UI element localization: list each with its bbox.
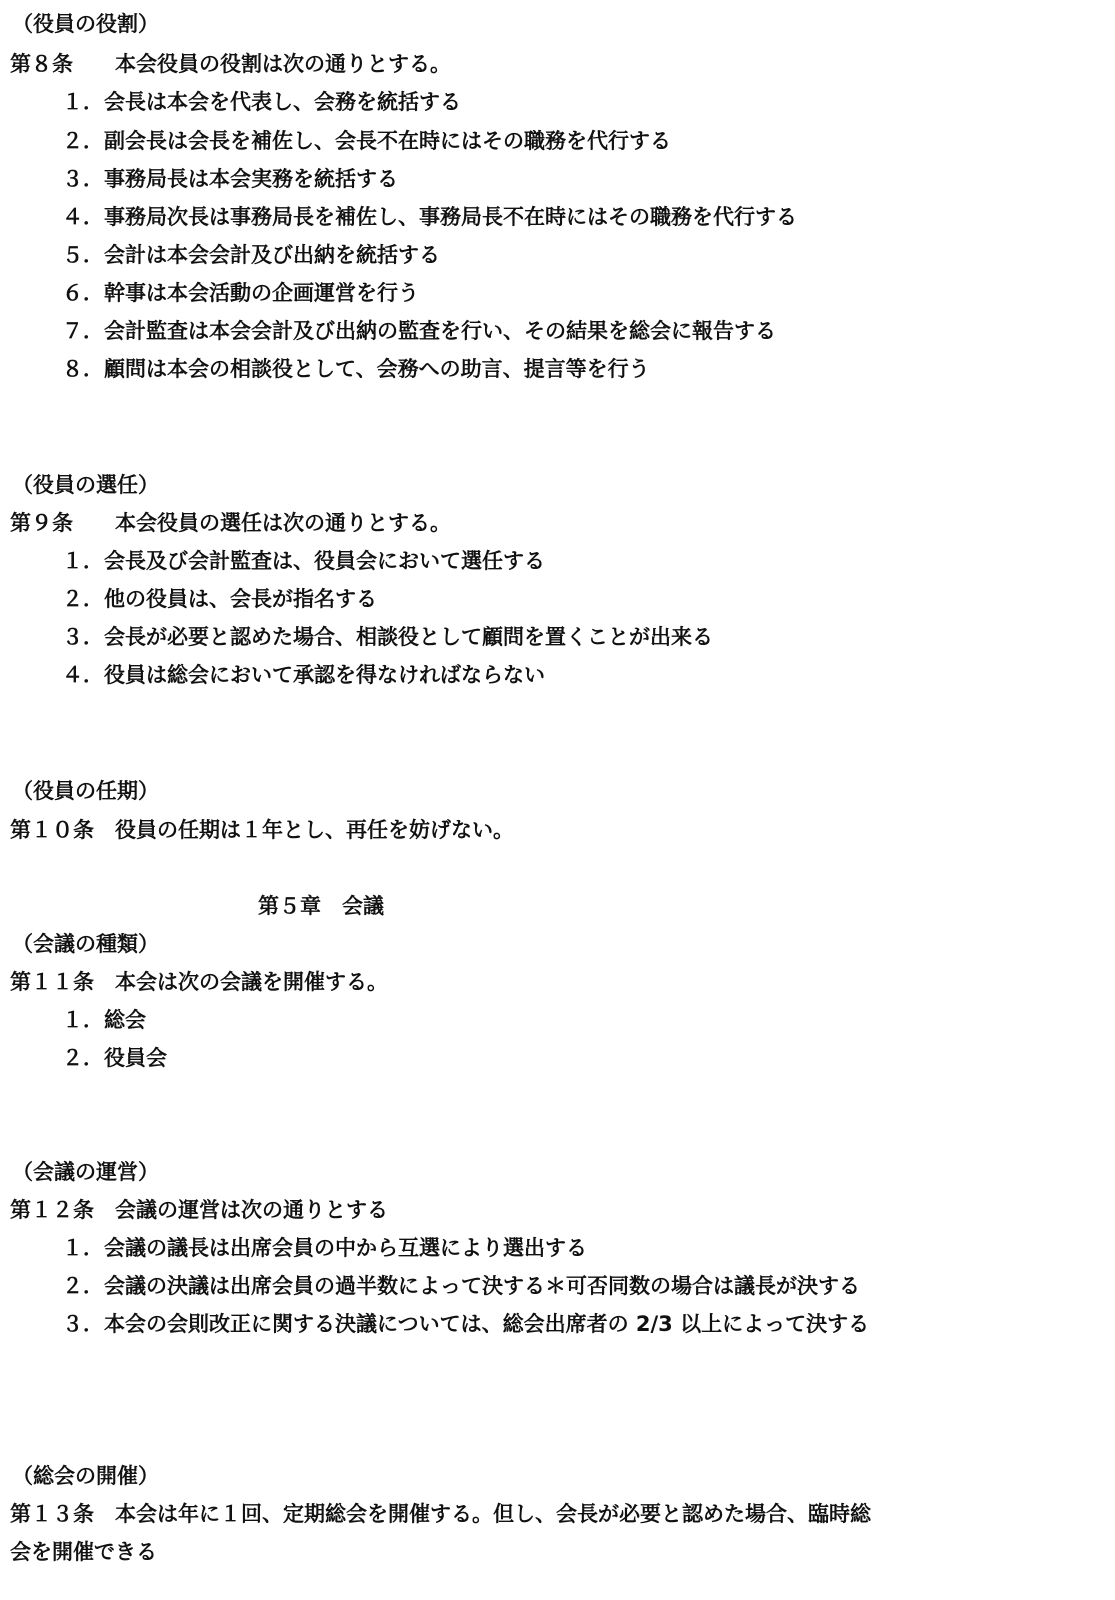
list-item: ８．顧問は本会の相談役として、会務への助言、提言等を行う bbox=[62, 357, 650, 381]
chapter-title: 第５章 会議 bbox=[258, 894, 384, 918]
article-8: 第８条 本会役員の役割は次の通りとする。 bbox=[10, 52, 451, 76]
heading-yakuin-ninki: （役員の任期） bbox=[12, 779, 159, 803]
list-item: ２．役員会 bbox=[62, 1046, 167, 1070]
heading-kaigi-shurui: （会議の種類） bbox=[12, 932, 159, 956]
heading-kaigi-unei: （会議の運営） bbox=[12, 1160, 159, 1184]
list-item: １．総会 bbox=[62, 1008, 146, 1032]
list-item: ３．本会の会則改正に関する決議については、総会出席者の 2/3 以上によって決する bbox=[62, 1312, 870, 1336]
article-10: 第１０条 役員の任期は１年とし、再任を妨げない。 bbox=[10, 818, 514, 842]
list-item: ２．副会長は会長を補佐し、会長不在時にはその職務を代行する bbox=[62, 129, 671, 153]
list-item: ４．事務局次長は事務局長を補佐し、事務局長不在時にはその職務を代行する bbox=[62, 205, 797, 229]
article-13-continuation: 会を開催できる bbox=[10, 1540, 157, 1564]
list-item: ４．役員は総会において承認を得なければならない bbox=[62, 663, 545, 687]
list-item: １．会長は本会を代表し、会務を統括する bbox=[62, 90, 461, 114]
list-item: ２．他の役員は、会長が指名する bbox=[62, 587, 377, 611]
article-13: 第１３条 本会は年に１回、定期総会を開催する。但し、会長が必要と認めた場合、臨時総 bbox=[10, 1502, 871, 1526]
list-item: ２．会議の決議は出席会員の過半数によって決する＊可否同数の場合は議長が決する bbox=[62, 1274, 860, 1298]
list-item: １．会議の議長は出席会員の中から互選により選出する bbox=[62, 1236, 587, 1260]
list-item: ６．幹事は本会活動の企画運営を行う bbox=[62, 281, 419, 305]
article-9: 第９条 本会役員の選任は次の通りとする。 bbox=[10, 511, 451, 535]
list-item: ５．会計は本会会計及び出納を統括する bbox=[62, 243, 440, 267]
list-item: ３．事務局長は本会実務を統括する bbox=[62, 167, 398, 191]
list-item: ７．会計監査は本会会計及び出納の監査を行い、その結果を総会に報告する bbox=[62, 319, 776, 343]
list-item: ３．会長が必要と認めた場合、相談役として顧問を置くことが出来る bbox=[62, 625, 713, 649]
list-item: １．会長及び会計監査は、役員会において選任する bbox=[62, 549, 545, 573]
article-11: 第１１条 本会は次の会議を開催する。 bbox=[10, 970, 388, 994]
heading-yakuin-sennin: （役員の選任） bbox=[12, 473, 159, 497]
article-12: 第１２条 会議の運営は次の通りとする bbox=[10, 1198, 388, 1222]
heading-soukai-kaisai: （総会の開催） bbox=[12, 1464, 159, 1488]
heading-yakuin-yakuwari: （役員の役割） bbox=[12, 12, 159, 36]
